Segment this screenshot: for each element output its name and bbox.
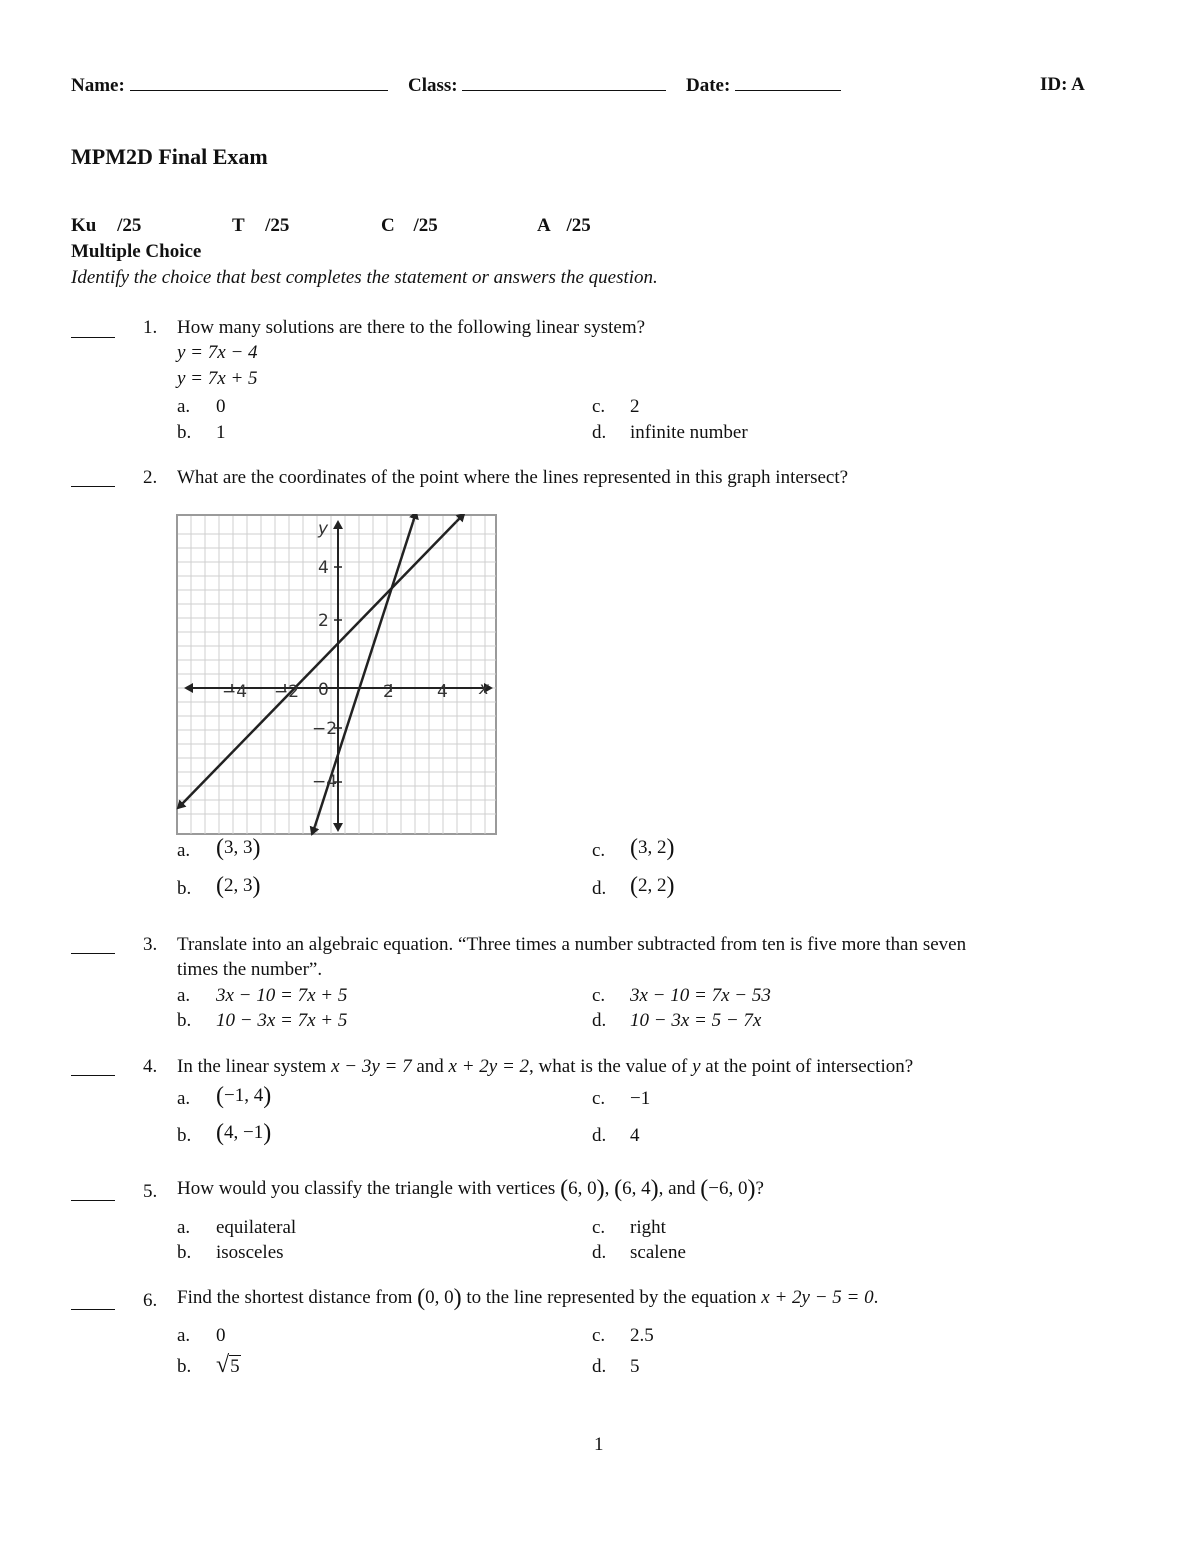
option-letter: c. — [592, 1217, 606, 1238]
option-letter: a. — [177, 1325, 191, 1346]
score-a-total: /25 — [566, 215, 591, 236]
name-field — [71, 74, 388, 97]
score-t — [232, 215, 289, 237]
option-3a[interactable] — [177, 985, 348, 1007]
date-blank[interactable] — [735, 74, 841, 91]
y-tick-label: −2 — [312, 719, 338, 739]
option-letter: d. — [592, 878, 607, 899]
score-c-total: /25 — [413, 215, 438, 236]
date-label: Date: — [686, 75, 731, 96]
option-text: −1, 4 — [224, 1085, 264, 1106]
option-letter: c. — [592, 985, 606, 1006]
option-letter: a. — [177, 396, 191, 417]
score-ku-total: /25 — [117, 215, 142, 236]
question-number-6: 6. — [143, 1290, 158, 1311]
question-text-3-line1: Translate into an algebraic equation. “Three times a number subtracted from ten is five more than seven — [177, 934, 967, 955]
option-5a[interactable] — [177, 1217, 297, 1239]
option-text: 3x − 10 = 7x + 5 — [216, 985, 348, 1006]
option-text: 2, 3 — [224, 875, 253, 896]
sqrt-icon: √ — [216, 1352, 230, 1378]
score-t-label: T — [232, 215, 245, 236]
option-4b[interactable]: b. (4, −1) — [177, 1120, 272, 1146]
q5-text-end: ? — [755, 1178, 764, 1199]
option-6c[interactable] — [592, 1325, 654, 1347]
q4-text-c: , what is the value of — [529, 1056, 688, 1077]
q6-text-a: Find the shortest distance from — [177, 1287, 413, 1308]
q6-point: 0, 0 — [425, 1287, 454, 1308]
option-letter: d. — [592, 1356, 607, 1377]
option-text: 5 — [230, 1356, 240, 1377]
y-tick-label: 2 — [318, 611, 329, 631]
question-text-2: What are the coordinates of the point where the lines represented in this graph intersect? — [177, 467, 849, 488]
answer-blank-2[interactable] — [71, 486, 115, 487]
question-text-1: How many solutions are there to the following linear system? — [177, 317, 646, 338]
q4-var: y — [692, 1056, 701, 1077]
question-number-5: 5. — [143, 1181, 158, 1202]
option-4d[interactable] — [592, 1125, 640, 1147]
question-text-6: Find the shortest distance from (0, 0) to the line represented by the equation x + 2y − 5 = 0. — [177, 1285, 879, 1311]
score-ku-label: Ku — [71, 215, 97, 236]
question-number-2: 2. — [143, 467, 158, 488]
option-text: 4 — [630, 1125, 640, 1146]
option-letter: d. — [592, 1242, 607, 1263]
x-tick-label: −2 — [274, 682, 300, 702]
option-letter: c. — [592, 1088, 606, 1109]
option-1b[interactable] — [177, 422, 226, 444]
option-text: 2.5 — [630, 1325, 654, 1346]
option-text: scalene — [630, 1242, 686, 1263]
section-instructions: Identify the choice that best completes the statement or answers the question. — [71, 267, 658, 288]
x-tick-label: 4 — [437, 682, 448, 702]
q5-vertex-3: −6, 0 — [708, 1178, 748, 1199]
answer-blank-5[interactable] — [71, 1200, 115, 1201]
exam-id: ID: A — [1040, 74, 1085, 95]
option-5d[interactable] — [592, 1242, 686, 1264]
option-4a[interactable]: a. (−1, 4) — [177, 1083, 272, 1109]
option-3d[interactable] — [592, 1010, 762, 1032]
option-letter: d. — [592, 422, 607, 443]
q5-text-a: How would you classify the triangle with vertices — [177, 1178, 556, 1199]
q5-vertex-2: 6, 4 — [622, 1178, 651, 1199]
class-blank[interactable] — [462, 74, 666, 91]
option-text: 2, 2 — [638, 875, 667, 896]
q4-text-d: at the point of intersection? — [705, 1056, 914, 1077]
q6-text-end: . — [873, 1287, 879, 1308]
option-5b[interactable] — [177, 1242, 284, 1264]
page-title: MPM2D Final Exam — [71, 144, 268, 169]
x-axis-label: x — [479, 679, 490, 699]
option-letter: b. — [177, 1356, 192, 1377]
option-letter: c. — [592, 396, 606, 417]
option-letter: a. — [177, 1217, 191, 1238]
question-number-1: 1. — [143, 317, 158, 338]
option-letter: b. — [177, 1242, 192, 1263]
option-6d[interactable] — [592, 1356, 640, 1378]
score-t-total: /25 — [265, 215, 290, 236]
option-text: 0 — [216, 396, 226, 417]
option-3b[interactable] — [177, 1010, 348, 1032]
option-letter: a. — [177, 840, 191, 861]
option-text: 5 — [630, 1356, 640, 1377]
score-a — [537, 215, 591, 237]
question-number-3: 3. — [143, 934, 158, 955]
section-heading: Multiple Choice — [71, 241, 202, 262]
x-tick-label: −4 — [222, 682, 248, 702]
option-letter: d. — [592, 1125, 607, 1146]
answer-blank-3[interactable] — [71, 953, 115, 954]
name-blank[interactable] — [130, 74, 388, 91]
option-letter: b. — [177, 1010, 192, 1031]
q4-text-a: In the linear system — [177, 1056, 327, 1077]
option-2b[interactable]: b. (2, 3) — [177, 873, 261, 899]
option-text: 3, 3 — [224, 837, 253, 858]
option-1c[interactable] — [592, 396, 640, 418]
option-text: equilateral — [216, 1217, 297, 1238]
option-text: right — [630, 1217, 666, 1238]
score-c-label: C — [381, 215, 395, 236]
q4-eq2: x + 2y = 2 — [448, 1056, 530, 1077]
score-a-label: A — [537, 215, 550, 236]
option-text: 1 — [216, 422, 226, 443]
score-c — [381, 215, 438, 237]
equation-line-2: y = 7x + 5 — [177, 368, 258, 389]
answer-blank-6[interactable] — [71, 1309, 115, 1310]
option-6b[interactable] — [177, 1352, 240, 1378]
option-2d[interactable]: d. (2, 2) — [592, 873, 675, 899]
class-field — [408, 74, 666, 97]
question-text-5: How would you classify the triangle with vertices (6, 0), (6, 4), and (−6, 0)? — [177, 1176, 764, 1202]
option-text: 2 — [630, 396, 640, 417]
option-1d[interactable] — [592, 422, 748, 444]
option-6a[interactable] — [177, 1325, 226, 1347]
x-tick-label: 2 — [383, 682, 394, 702]
class-label: Class: — [408, 75, 458, 96]
question-text-3-line2: times the number”. — [177, 959, 323, 980]
question-number-4: 4. — [143, 1056, 158, 1077]
equation-line-1: y = 7x − 4 — [177, 342, 258, 363]
q5-vertex-1: 6, 0 — [568, 1178, 597, 1199]
option-letter: c. — [592, 840, 606, 861]
option-letter: a. — [177, 985, 191, 1006]
coordinate-graph — [176, 514, 498, 836]
option-letter: b. — [177, 1125, 192, 1146]
option-letter: a. — [177, 1088, 191, 1109]
option-letter: b. — [177, 422, 192, 443]
option-text: −1 — [630, 1088, 651, 1109]
option-text: 10 − 3x = 7x + 5 — [216, 1010, 348, 1031]
page-number: 1 — [594, 1434, 604, 1455]
q5-text-and: , and — [658, 1178, 696, 1199]
name-label: Name: — [71, 75, 125, 96]
option-5c[interactable] — [592, 1217, 666, 1239]
answer-blank-4[interactable] — [71, 1075, 115, 1076]
q6-text-b: to the line represented by the equation — [466, 1287, 757, 1308]
option-text: isosceles — [216, 1242, 284, 1263]
y-tick-label: 4 — [318, 558, 329, 578]
answer-blank-1[interactable] — [71, 337, 115, 338]
option-text: 0 — [216, 1325, 226, 1346]
date-field — [686, 74, 841, 97]
option-text: 4, −1 — [224, 1122, 264, 1143]
q6-equation: x + 2y − 5 = 0 — [761, 1287, 874, 1308]
q4-eq1: x − 3y = 7 — [331, 1056, 412, 1077]
option-4c[interactable] — [592, 1088, 651, 1110]
y-tick-label: −4 — [312, 772, 338, 792]
score-ku — [71, 215, 141, 237]
y-axis-label: y — [318, 519, 329, 539]
option-2c[interactable]: c. (3, 2) — [592, 835, 675, 861]
question-text-4 — [177, 1056, 913, 1078]
option-2a[interactable]: a. (3, 3) — [177, 835, 261, 861]
option-1a[interactable] — [177, 396, 226, 418]
q4-text-b: and — [416, 1056, 444, 1077]
x-tick-label: 0 — [318, 680, 329, 700]
option-text: 10 − 3x = 5 − 7x — [630, 1010, 762, 1031]
option-letter: d. — [592, 1010, 607, 1031]
option-letter: c. — [592, 1325, 606, 1346]
option-text: 3, 2 — [638, 837, 667, 858]
option-text: 3x − 10 = 7x − 53 — [630, 985, 771, 1006]
option-letter: b. — [177, 878, 192, 899]
option-3c[interactable] — [592, 985, 771, 1007]
option-text: infinite number — [630, 422, 748, 443]
